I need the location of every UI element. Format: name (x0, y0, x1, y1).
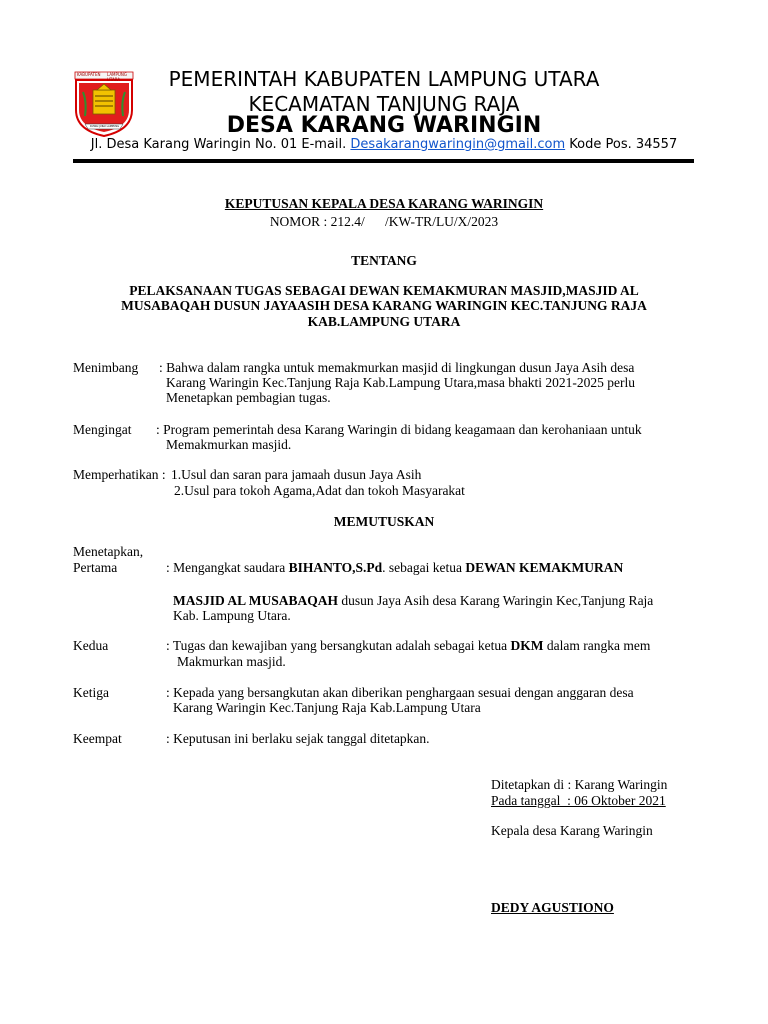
logo-text-right: LAMPUNG UTARA (107, 72, 127, 82)
letterhead-line-1: PEMERINTAH KABUPATEN LAMPUNG UTARA (168, 67, 600, 91)
tentang-label: TENTANG (351, 253, 417, 268)
decree-heading: KEPUTUSAN KEPALA DESA KARANG WARINGIN (224, 196, 544, 211)
decree-number: NOMOR : 212.4/ /KW-TR/LU/X/2023 (269, 214, 499, 229)
subject-line-1: PELAKSANAAN TUGAS SEBAGAI DEWAN KEMAKMURAN MASJID,MASJID AL (129, 283, 639, 298)
kedua-line-1 (166, 638, 650, 654)
memutuskan-heading: MEMUTUSKAN (333, 514, 435, 529)
ketiga-line-2: Karang Waringin Kec.Tanjung Raja Kab.Lampung Utara (173, 700, 481, 715)
address-text: Jl. Desa Karang Waringin No. 01 E-mail. (90, 137, 347, 152)
pertama-text-pre: : Mengangkat saudara (166, 560, 289, 575)
pertama-label: Pertama (73, 560, 118, 575)
pertama-line-1 (166, 560, 623, 576)
pertama-line-2 (173, 593, 653, 609)
subject-line-3: KAB.LAMPUNG UTARA (307, 314, 461, 329)
mengingat-line-2: Memakmurkan masjid. (166, 437, 292, 452)
kedua-label: Kedua (73, 638, 109, 653)
menetapkan-label: Menetapkan, (73, 544, 144, 559)
pertama-text-mid: . sebagai ketua (382, 560, 466, 575)
menimbang-line-2: Karang Waringin Kec.Tanjung Raja Kab.Lampung Utara,masa bhakti 2021-2025 perlu (166, 375, 635, 390)
keempat-label: Keempat (73, 731, 122, 746)
menimbang-line-3: Menetapkan pembagian tugas. (166, 390, 331, 405)
kedua-text-pre: : Tugas dan kewajiban yang bersangkutan adalah sebagai ketua (166, 638, 511, 653)
letterhead-address (80, 137, 688, 153)
keempat-text: : Keputusan ini berlaku sejak tanggal ditetapkan. (166, 731, 430, 746)
pertama-line-3: Kab. Lampung Utara. (173, 608, 291, 623)
pertama-line-2-rest: dusun Jaya Asih desa Karang Waringin Kec,Tanjung Raja (338, 593, 654, 608)
ketiga-line-1: : Kepada yang bersangkutan akan diberikan penghargaan sesuai dengan anggaran desa (166, 685, 634, 700)
email-link[interactable]: Desakarangwaringin@gmail.com (350, 137, 566, 152)
memperhatikan-line-1: 1.Usul dan saran para jamaah dusun Jaya Asih (171, 467, 422, 482)
kedua-text-post: dalam rangka mem (543, 638, 651, 653)
signature-title: Kepala desa Karang Waringin (491, 823, 653, 838)
subject-line-2: MUSABAQAH DUSUN JAYAASIH DESA KARANG WARINGIN KEC.TANJUNG RAJA (121, 298, 647, 313)
signature-place: Ditetapkan di : Karang Waringin (491, 777, 668, 792)
appointee-role: DEWAN KEMAKMURAN (465, 560, 624, 575)
signatory-name: DEDY AGUSTIONO (491, 900, 614, 915)
memperhatikan-line-2: 2.Usul para tokoh Agama,Adat dan tokoh Masyarakat (174, 483, 465, 498)
postal-code: Kode Pos. 34557 (569, 137, 678, 152)
signature-date: Pada tanggal : 06 Oktober 2021 (491, 793, 666, 808)
mosque-name: MASJID AL MUSABAQAH (173, 593, 339, 608)
letterhead-line-2: KECAMATAN TANJUNG RAJA (248, 92, 520, 116)
dkm-term: DKM (510, 638, 544, 653)
memperhatikan-label: Memperhatikan : (73, 467, 166, 482)
menimbang-label: Menimbang (73, 360, 139, 375)
ketiga-label: Ketiga (73, 685, 109, 700)
letterhead-divider (73, 159, 694, 163)
logo-text-left: KABUPATEN (77, 72, 101, 77)
mengingat-label: Mengingat (73, 422, 132, 437)
kedua-line-2: Makmurkan masjid. (177, 654, 286, 669)
letterhead-line-3: DESA KARANG WARINGIN (226, 113, 542, 138)
appointee-name: BIHANTO,S.Pd (288, 560, 383, 575)
menimbang-line-1: : Bahwa dalam rangka untuk memakmurkan masjid di lingkungan dusun Jaya Asih desa (159, 360, 635, 375)
mengingat-line-1: : Program pemerintah desa Karang Waringin di bidang keagamaan dan kerohaniaan untuk (156, 422, 642, 437)
logo-bottom-text: RUWAI JURAI LAMPUNG (90, 125, 120, 128)
